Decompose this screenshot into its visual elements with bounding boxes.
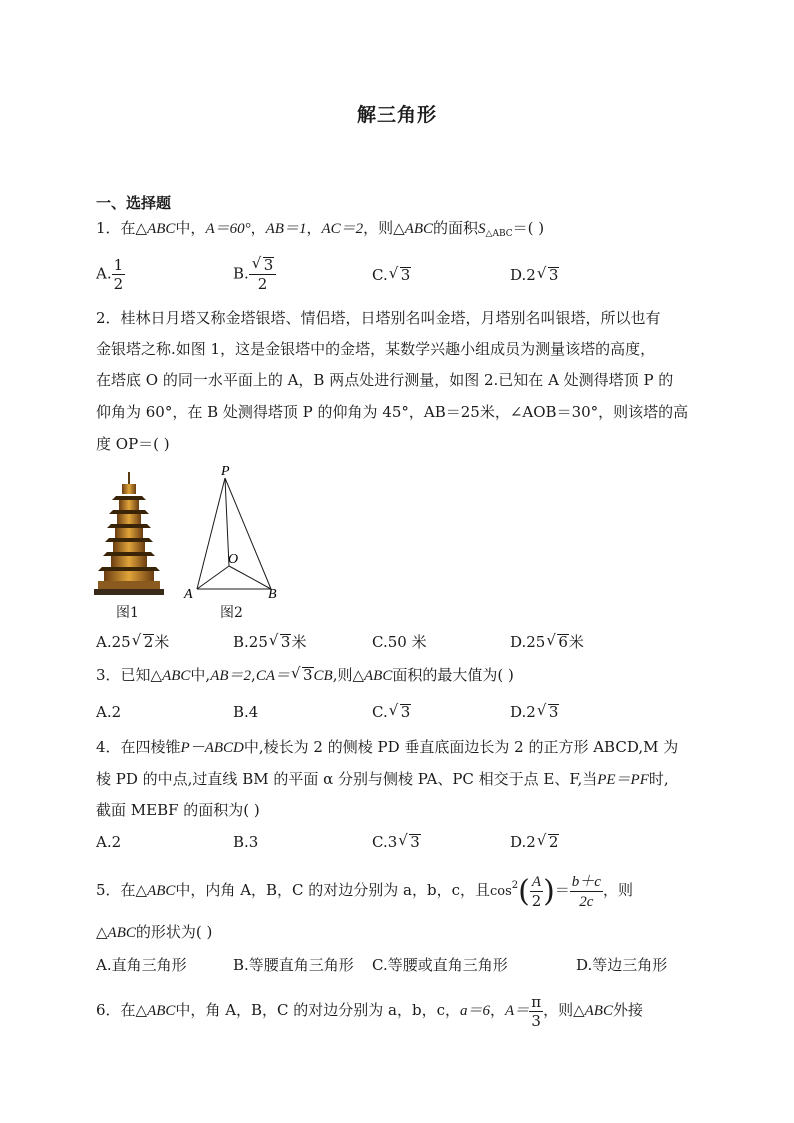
q2-option-b[interactable] bbox=[233, 632, 306, 652]
q2-line-5: 度 OP＝( ) bbox=[96, 435, 170, 453]
coefficient: 3 bbox=[387, 833, 398, 851]
q4-line-1 bbox=[96, 737, 678, 758]
q1-text: 的面积 bbox=[433, 219, 479, 237]
q4-cond: PE＝PF bbox=[597, 772, 649, 788]
q5-line-2 bbox=[96, 922, 212, 943]
unit: 米 bbox=[291, 633, 307, 651]
q3-option-d[interactable] bbox=[510, 702, 559, 722]
q4-option-a[interactable]: A.2 bbox=[96, 833, 122, 851]
q4-text: 时, bbox=[648, 770, 669, 788]
radicand: 3 bbox=[548, 266, 559, 284]
q5-rhs-num: b＋c bbox=[571, 873, 601, 890]
figure-1-caption: 图1 bbox=[116, 605, 139, 621]
q6-stem bbox=[96, 992, 643, 1030]
q5-exponent: 2 bbox=[511, 880, 519, 891]
denominator: 3 bbox=[531, 1011, 541, 1030]
label-p: P bbox=[221, 464, 230, 479]
sqrt-sign bbox=[291, 665, 314, 685]
q1-text: ，则 bbox=[363, 219, 394, 237]
q1-option-b[interactable] bbox=[233, 256, 276, 293]
q3-option-c[interactable] bbox=[372, 702, 411, 722]
radicand: 3 bbox=[263, 256, 274, 274]
q4-pyramid: P－ABCD bbox=[180, 740, 244, 756]
radicand: 2 bbox=[143, 633, 154, 651]
coefficient: 2 bbox=[526, 833, 536, 851]
figure-2-caption: 图2 bbox=[220, 605, 243, 621]
q6-text: ， bbox=[490, 1001, 506, 1019]
q5-frac-num: A bbox=[531, 874, 542, 890]
sqrt-sign bbox=[537, 702, 560, 722]
option-label: C. bbox=[372, 833, 388, 851]
q2-line-1: 2．桂林日月塔又称金塔银塔、情侣塔，日塔别名叫金塔，月塔别名叫银塔，所以也有 bbox=[96, 309, 661, 327]
fraction bbox=[570, 872, 603, 911]
q5-text: 中，内角 A，B，C 的对边分别为 a，b，c，且 bbox=[175, 881, 491, 899]
q3-text: , bbox=[251, 666, 256, 684]
option-label: C. bbox=[372, 266, 388, 284]
coefficient: 25 bbox=[526, 633, 546, 651]
fraction bbox=[529, 993, 543, 1030]
q5-option-b[interactable]: B.等腰直角三角形 bbox=[233, 956, 354, 974]
q3-triangle: △ABC bbox=[150, 668, 191, 684]
option-label: B. bbox=[233, 264, 249, 283]
q6-triangle: △ABC bbox=[135, 1003, 176, 1019]
q5-equals: ＝ bbox=[554, 881, 570, 899]
q5-rhs-den: 2c bbox=[579, 893, 594, 910]
q1-blank: ＝( ) bbox=[512, 219, 545, 237]
q4-line-2 bbox=[96, 769, 669, 790]
option-label: D. bbox=[510, 703, 527, 721]
q5-option-c[interactable]: C.等腰或直角三角形 bbox=[372, 956, 508, 974]
q5-cos: cos bbox=[490, 884, 512, 899]
q3-stem bbox=[96, 665, 514, 686]
tower-geometry-diagram bbox=[180, 462, 280, 602]
label-o: O bbox=[228, 552, 239, 567]
edge-ob bbox=[229, 566, 271, 589]
q5-option-a[interactable]: A.直角三角形 bbox=[96, 956, 187, 974]
q4-option-c[interactable] bbox=[372, 832, 421, 852]
radicand: 6 bbox=[558, 633, 568, 651]
numerator: 1 bbox=[113, 256, 124, 274]
sqrt-sign bbox=[389, 265, 412, 285]
golden-pagoda-image bbox=[94, 470, 164, 600]
sqrt-sign bbox=[398, 832, 421, 852]
label-a: A bbox=[184, 587, 193, 602]
radicand: 3 bbox=[302, 666, 313, 684]
fraction bbox=[112, 256, 126, 293]
option-label: B. bbox=[233, 633, 249, 651]
coefficient: 2 bbox=[526, 266, 536, 284]
q4-line-3: 截面 MEBF 的面积为( ) bbox=[96, 801, 260, 819]
q6-text: 6．在 bbox=[96, 1001, 136, 1019]
numerator bbox=[530, 872, 543, 892]
denominator: 2 bbox=[113, 275, 124, 293]
q1-cond-angle: A＝60° bbox=[205, 221, 251, 237]
denominator bbox=[570, 892, 603, 911]
q2-option-c[interactable]: C.50 米 bbox=[372, 633, 427, 651]
q5-paren-left: ( bbox=[518, 874, 530, 909]
radicand: 2 bbox=[548, 833, 559, 851]
q4-option-b[interactable]: B.3 bbox=[233, 833, 259, 851]
q3-triangle: △ABC bbox=[352, 668, 393, 684]
q2-line-4: 仰角为 60°，在 B 处测得塔顶 P 的仰角为 45°，AB＝25米，∠AOB＝30°，则该塔的高 bbox=[96, 403, 689, 421]
edge-pb bbox=[225, 478, 271, 589]
q6-triangle: △ABC bbox=[573, 1003, 613, 1019]
q1-option-c[interactable] bbox=[372, 265, 411, 285]
coefficient: 25 bbox=[111, 633, 131, 651]
fraction bbox=[249, 256, 277, 293]
q1-area-symbol: S bbox=[478, 221, 486, 237]
q2-line-3: 在塔底 O 的同一水平面上的 A，B 两点处进行测量，如图 2.已知在 A 处测得塔顶 P 的 bbox=[96, 371, 674, 389]
denominator: 2 bbox=[257, 275, 268, 293]
option-label: D. bbox=[510, 266, 527, 284]
q1-cond-ac: AC＝2 bbox=[321, 221, 364, 237]
q1-stem: 1．在△ABC中，A＝60°，AB＝1，AC＝2，则△ABC的面积$S_{\triangle ABC}=$( ) bbox=[96, 219, 545, 239]
q6-text: 中，角 A，B，C 的对边分别为 a，b，c， bbox=[175, 1001, 461, 1019]
q1-text: 中， bbox=[175, 219, 206, 237]
q1-area-subscript: △ABC bbox=[485, 229, 513, 239]
option-label: A. bbox=[96, 633, 112, 651]
q5-text: ，则 bbox=[602, 881, 633, 899]
q5-triangle: △ABC bbox=[96, 925, 136, 941]
q3-text: 面积的最大值为( ) bbox=[392, 666, 514, 684]
q3-cond-ca: CA＝ bbox=[255, 668, 290, 684]
q1-text: 1．在 bbox=[96, 219, 136, 237]
denominator: 2 bbox=[531, 892, 542, 910]
q1-triangle: △ABC bbox=[135, 221, 176, 237]
option-label: D. bbox=[510, 633, 527, 651]
sqrt-sign bbox=[537, 265, 560, 285]
numerator: π bbox=[531, 992, 542, 1011]
numerator bbox=[249, 256, 277, 275]
radicand: 3 bbox=[400, 266, 411, 284]
option-label: C. bbox=[372, 703, 388, 721]
q5-triangle: △ABC bbox=[135, 883, 176, 899]
coefficient: 2 bbox=[526, 703, 536, 721]
q3-cond-cb: CB bbox=[313, 668, 333, 684]
q1-option-d[interactable] bbox=[510, 265, 559, 285]
q4-text: 中,棱长为 2 的侧棱 PD 垂直底面边长为 2 的正方形 ABCD,M 为 bbox=[243, 738, 679, 756]
q6-cond-a: a＝6 bbox=[460, 1003, 491, 1019]
q5-text: 的形状为( ) bbox=[135, 923, 213, 941]
q5-option-d[interactable]: D.等边三角形 bbox=[576, 956, 668, 974]
q1-option-a[interactable] bbox=[96, 256, 125, 293]
radicand: 3 bbox=[280, 633, 291, 651]
q6-cond-angle: A＝ bbox=[505, 1003, 530, 1019]
sqrt-sign bbox=[546, 632, 569, 652]
radicand: 3 bbox=[548, 703, 559, 721]
q2-line-2: 金银塔之称.如图 1，这是金银塔中的金塔，某数学兴趣小组成员为测量该塔的高度， bbox=[96, 340, 656, 358]
q5-paren-right: ) bbox=[543, 874, 555, 909]
coefficient: 25 bbox=[248, 633, 268, 651]
option-label: D. bbox=[510, 833, 527, 851]
sqrt-sign bbox=[132, 632, 155, 652]
fraction bbox=[530, 872, 543, 910]
q2-option-d[interactable] bbox=[510, 632, 584, 652]
q4-option-d[interactable] bbox=[510, 832, 559, 852]
q4-text: 4．在四棱锥 bbox=[96, 738, 181, 756]
sqrt-sign bbox=[269, 632, 292, 652]
q3-text: 3．已知 bbox=[96, 666, 151, 684]
radicand: 3 bbox=[410, 833, 420, 851]
q1-triangle: △ABC bbox=[393, 221, 434, 237]
q4-text: 棱 PD 的中点,过直线 BM 的平面 α 分别与侧棱 PA、PC 相交于点 E、F,当 bbox=[96, 770, 598, 788]
label-b: B bbox=[268, 587, 277, 602]
q3-cond-ab: AB＝2 bbox=[210, 668, 252, 684]
sqrt-sign bbox=[252, 256, 275, 274]
radicand: 3 bbox=[400, 703, 411, 721]
page-title: 解三角形 bbox=[356, 104, 437, 126]
option-label: A. bbox=[96, 264, 112, 283]
section-heading: 一、选择题 bbox=[96, 194, 172, 212]
q5-stem bbox=[96, 867, 633, 911]
q3-option-b[interactable]: B.4 bbox=[233, 703, 259, 721]
q3-option-a[interactable]: A.2 bbox=[96, 703, 122, 721]
unit: 米 bbox=[154, 633, 170, 651]
sqrt-sign bbox=[537, 832, 560, 852]
sqrt-sign bbox=[389, 702, 412, 722]
q3-text: 中, bbox=[190, 666, 211, 684]
unit: 米 bbox=[568, 633, 584, 651]
q6-text: ，则 bbox=[543, 1001, 574, 1019]
q5-text: 5．在 bbox=[96, 881, 136, 899]
q1-cond-ab: AB＝1 bbox=[265, 221, 307, 237]
q2-option-a[interactable] bbox=[96, 632, 169, 652]
q6-text: 外接 bbox=[612, 1001, 643, 1019]
q3-text: ,则 bbox=[332, 666, 353, 684]
numerator bbox=[570, 872, 603, 892]
